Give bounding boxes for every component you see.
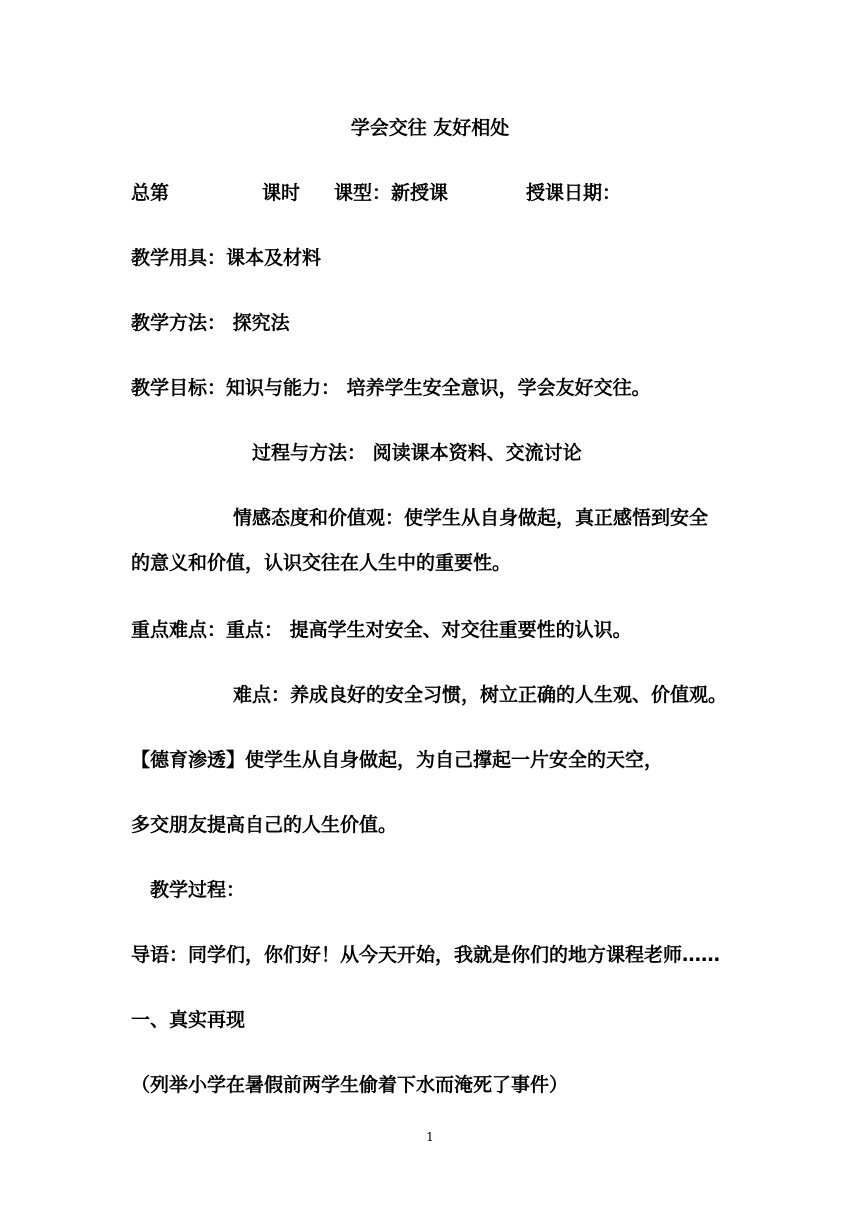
header-period: 课时	[262, 182, 301, 204]
section-note: （列举小学在暑假前两学生偷着下水而淹死了事件）	[131, 1074, 569, 1096]
header-total: 总第	[131, 182, 170, 204]
goal-emotion-line1: 情感态度和价值观：使学生从自身做起，真正感悟到安全	[233, 507, 709, 529]
key-point: 重点难点：重点： 提高学生对安全、对交往重要性的认识。	[131, 619, 632, 641]
header-lesson-type: 课型：新授课	[334, 182, 449, 204]
goal-emotion-line2: 的意义和价值，认识交往在人生中的重要性。	[131, 552, 512, 574]
process-heading: 教学过程：	[150, 879, 246, 901]
difficult-point: 难点：养成良好的安全习惯，树立正确的人生观、价值观。	[233, 684, 728, 706]
document-title: 学会交往 友好相处	[350, 117, 510, 139]
goal-knowledge: 教学目标：知识与能力： 培养学生安全意识，学会友好交往。	[131, 377, 651, 399]
moral-line2: 多交朋友提高自己的人生价值。	[131, 814, 398, 836]
section-heading: 一、真实再现	[131, 1009, 246, 1031]
page-number: 1	[426, 1130, 434, 1144]
intro-text: 导语：同学们，你们好！从今天开始，我就是你们的地方课程老师……	[131, 944, 721, 966]
goal-process: 过程与方法： 阅读课本资料、交流讨论	[252, 442, 582, 464]
teaching-tools: 教学用具：课本及材料	[131, 247, 322, 269]
teaching-method: 教学方法： 探究法	[131, 312, 290, 334]
moral-line1: 【德育渗透】使学生从自身做起，为自己撑起一片安全的天空，	[131, 749, 664, 771]
header-date: 授课日期：	[526, 182, 622, 204]
